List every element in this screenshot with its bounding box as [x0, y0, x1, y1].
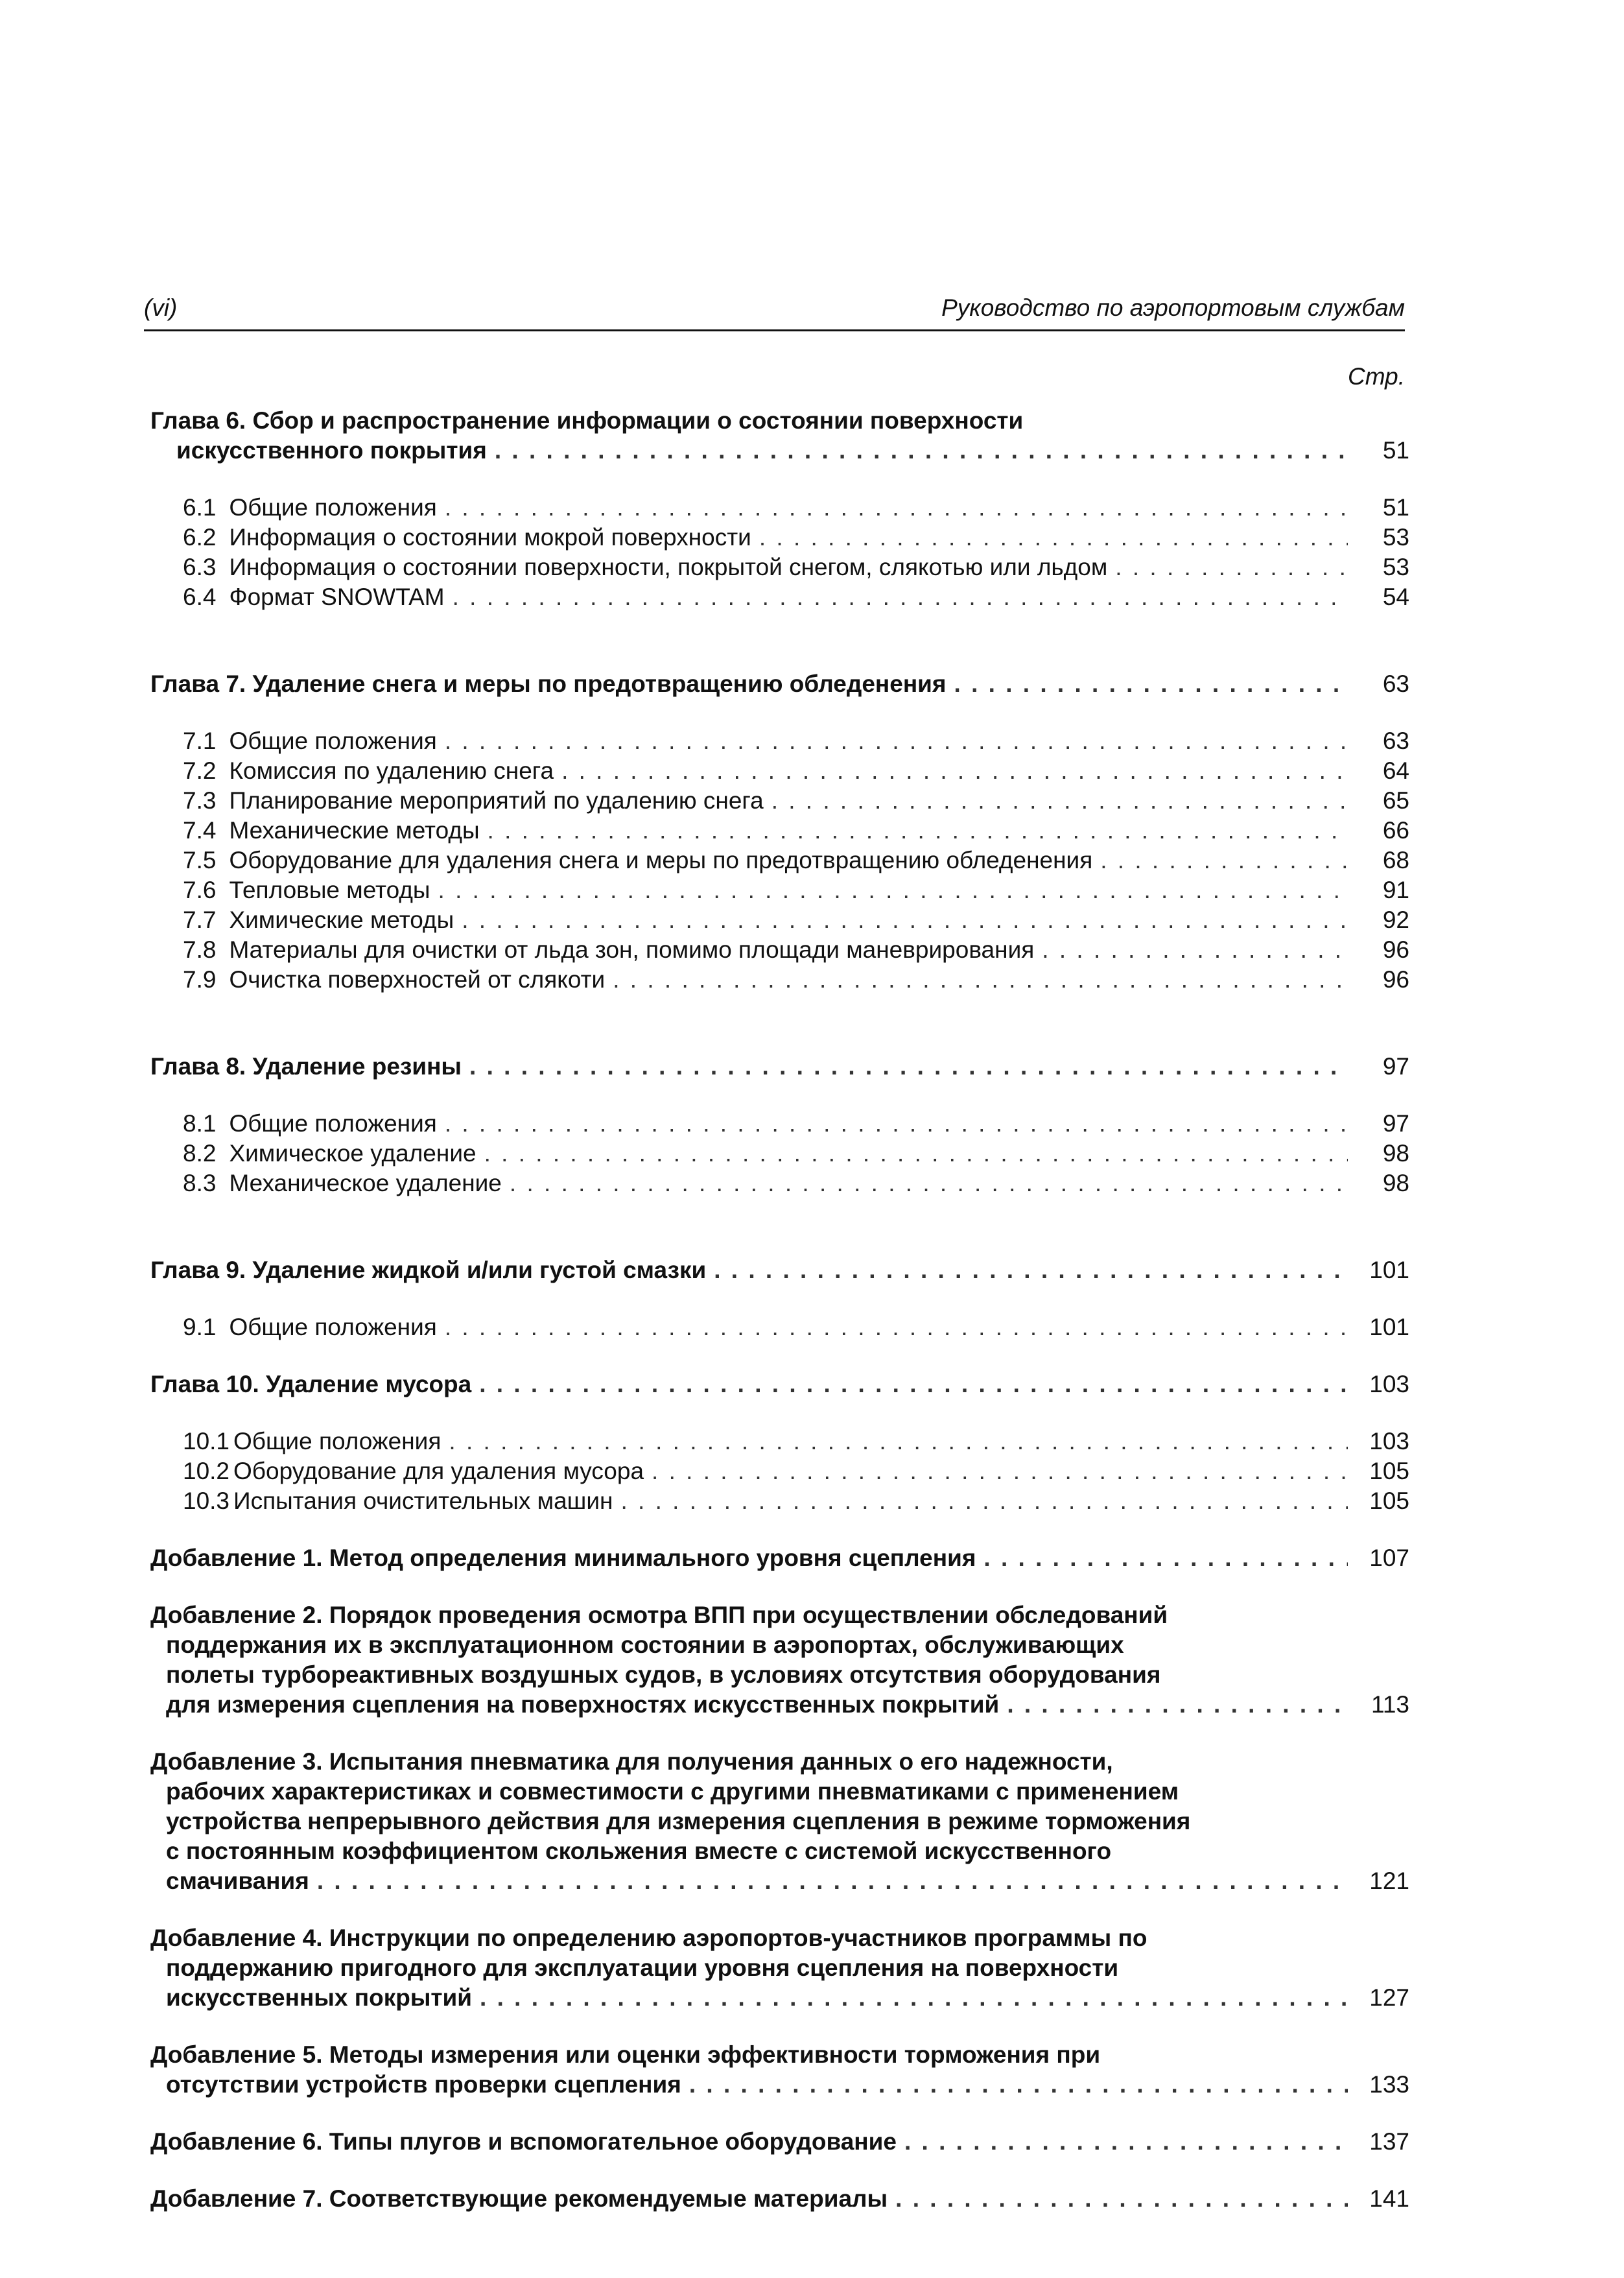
section-title: Очистка поверхностей от слякоти	[229, 966, 606, 993]
appendix-3-page: 121	[1369, 1868, 1409, 1894]
section-number: 8.3	[183, 1170, 217, 1196]
toc-entry[interactable]	[150, 875, 1409, 905]
dot-leader	[317, 1866, 1348, 1896]
appendix-6-title: Добавление 6. Типы плугов и вспомогательное оборудование	[150, 2128, 897, 2155]
section-title: Информация о состоянии мокрой поверхности	[229, 524, 751, 551]
toc-entry[interactable]	[150, 1486, 1409, 1516]
page-number: 54	[1382, 584, 1409, 610]
section-number: 6.3	[183, 554, 217, 580]
appendix-2-title-line: полеты турбореактивных воздушных судов, в условиях отсутствия оборудования	[166, 1661, 1161, 1688]
section-title: Планирование мероприятий по удалению снега	[229, 787, 764, 814]
appendix-3-title-line: устройства непрерывного действия для измерения сцепления в режиме торможения	[166, 1808, 1191, 1834]
toc-entry-chapter-9[interactable]	[150, 1255, 1409, 1285]
appendix-4-page: 127	[1369, 1984, 1409, 2011]
page-number: 96	[1382, 966, 1409, 993]
section-title: Материалы для очистки от льда зон, помимо площади маневрирования	[229, 936, 1035, 963]
section-number: 7.2	[183, 757, 217, 784]
section-title: Химическое удаление	[229, 1140, 477, 1167]
section-number: 7.8	[183, 936, 217, 963]
section-number: 7.9	[183, 966, 217, 993]
page-number: 105	[1369, 1458, 1409, 1484]
appendix-1-title: Добавление 1. Метод определения минимального уровня сцепления	[150, 1545, 976, 1571]
page-number: 97	[1382, 1110, 1409, 1137]
section-number: 10.3	[183, 1488, 230, 1514]
appendix-2-title-line: для измерения сцепления на поверхностях искусственных покрытий	[166, 1691, 1000, 1718]
dot-leader	[469, 1052, 1348, 1082]
dot-leader	[445, 1109, 1348, 1139]
dot-leader	[445, 1312, 1348, 1342]
page-number: 105	[1369, 1488, 1409, 1514]
appendix-4-title-line: поддержанию пригодного для эксплуатации уровня сцепления на поверхности	[166, 1954, 1119, 1981]
chapter-9-page: 101	[1369, 1257, 1409, 1283]
page-number: 103	[1369, 1428, 1409, 1454]
toc-entry-appendix-5[interactable]	[150, 2070, 1409, 2100]
section-title: Испытания очистительных машин	[233, 1488, 613, 1514]
section-number: 7.1	[183, 728, 217, 754]
dot-leader	[714, 1255, 1348, 1285]
toc-entry[interactable]	[150, 582, 1409, 612]
toc-entry-chapter-10[interactable]	[150, 1370, 1409, 1399]
dot-leader	[453, 582, 1348, 612]
dot-leader	[954, 669, 1348, 699]
dot-leader	[1115, 552, 1348, 582]
dot-leader	[484, 1139, 1348, 1169]
header-rule	[144, 329, 1405, 331]
section-number: 6.1	[183, 494, 217, 521]
toc-entry[interactable]	[150, 786, 1409, 816]
appendix-4-title-line: искусственных покрытий	[166, 1984, 473, 2011]
section-title: Общие положения	[229, 728, 437, 754]
section-title: Механические методы	[229, 817, 480, 844]
toc-entry[interactable]	[150, 965, 1409, 995]
page-number: 98	[1382, 1140, 1409, 1167]
appendix-7-title: Добавление 7. Соответствующие рекомендуемые материалы	[150, 2185, 888, 2212]
dot-leader	[510, 1169, 1348, 1198]
dot-leader	[1007, 1690, 1348, 1720]
chapter-8-page: 97	[1382, 1053, 1409, 1080]
toc-entry-chapter-7[interactable]	[150, 669, 1409, 699]
dot-leader	[449, 1427, 1348, 1456]
chapter-7-title: Глава 7. Удаление снега и меры по предотвращению обледенения	[150, 670, 947, 697]
section-number: 10.1	[183, 1428, 230, 1454]
toc-entry[interactable]	[150, 846, 1409, 875]
dot-leader	[759, 523, 1348, 552]
page-number: 92	[1382, 907, 1409, 933]
running-title: Руководство по аэропортовым службам	[941, 294, 1405, 321]
appendix-3-title-line: с постоянным коэффициентом скольжения вместе с системой искусственного	[166, 1838, 1112, 1864]
dot-leader	[620, 1486, 1348, 1516]
toc-entry[interactable]	[150, 726, 1409, 756]
dot-leader	[488, 816, 1348, 846]
section-number: 7.7	[183, 907, 217, 933]
appendix-2-title: Добавление 2. Порядок проведения осмотра ВПП при осуществлении обследований	[150, 1602, 1168, 1628]
toc-entry[interactable]	[150, 1169, 1409, 1198]
section-title: Общие положения	[229, 1314, 437, 1340]
appendix-4-title: Добавление 4. Инструкции по определению аэропортов-участников программы по	[150, 1925, 1147, 1951]
chapter-6-heading	[150, 406, 1409, 436]
dot-leader	[895, 2184, 1348, 2214]
dot-leader	[445, 726, 1348, 756]
page-number: 65	[1382, 787, 1409, 814]
appendix-5-title: Добавление 5. Методы измерения или оценки эффективности торможения при	[150, 2041, 1101, 2068]
toc-entry[interactable]	[150, 1139, 1409, 1169]
chapter-6-title: Глава 6. Сбор и распространение информации о состоянии поверхности	[150, 407, 1024, 434]
toc-entry[interactable]	[150, 1427, 1409, 1456]
appendix-1-page: 107	[1369, 1545, 1409, 1571]
appendix-2-page: 113	[1371, 1691, 1409, 1718]
appendix-3-title-line: смачивания	[166, 1868, 309, 1894]
chapter-6-page: 51	[1382, 437, 1409, 464]
toc-entry[interactable]	[150, 523, 1409, 552]
chapter-10-page: 103	[1369, 1371, 1409, 1397]
page-number: 68	[1382, 847, 1409, 873]
page-number: 66	[1382, 817, 1409, 844]
toc-entry-chapter-6[interactable]	[150, 436, 1409, 466]
section-number: 7.5	[183, 847, 217, 873]
toc-entry[interactable]	[150, 493, 1409, 523]
page-number: 63	[1382, 728, 1409, 754]
section-number: 7.6	[183, 877, 217, 903]
dot-leader	[689, 2070, 1348, 2100]
toc-entry[interactable]	[150, 1109, 1409, 1139]
toc-entry[interactable]	[150, 1456, 1409, 1486]
section-title: Механическое удаление	[229, 1170, 502, 1196]
dot-leader	[445, 493, 1348, 523]
section-title: Химические методы	[229, 907, 454, 933]
page-number: 64	[1382, 757, 1409, 784]
section-title: Общие положения	[229, 1110, 437, 1137]
section-title: Формат SNOWTAM	[229, 584, 445, 610]
page-number: 53	[1382, 554, 1409, 580]
dot-leader	[652, 1456, 1348, 1486]
appendix-2-title-line: поддержания их в эксплуатационном состоянии в аэропортах, обслуживающих	[166, 1631, 1124, 1658]
section-number: 6.4	[183, 584, 217, 610]
dot-leader	[561, 756, 1348, 786]
dot-leader	[462, 905, 1348, 935]
chapter-9-title: Глава 9. Удаление жидкой и/или густой смазки	[150, 1257, 707, 1283]
section-title: Комиссия по удалению снега	[229, 757, 554, 784]
appendix-7-page: 141	[1369, 2185, 1409, 2212]
toc-entry-appendix-6[interactable]	[150, 2127, 1409, 2157]
table-of-contents	[150, 406, 1409, 2214]
toc-entry[interactable]	[150, 905, 1409, 935]
appendix-6-page: 137	[1369, 2128, 1409, 2155]
toc-entry-appendix-3[interactable]	[150, 1866, 1409, 1896]
dot-leader	[613, 965, 1348, 995]
page-number: 96	[1382, 936, 1409, 963]
section-title: Информация о состоянии поверхности, покрытой снегом, слякотью или льдом	[229, 554, 1108, 580]
dot-leader	[480, 1983, 1348, 2013]
page-number: 91	[1382, 877, 1409, 903]
section-number: 8.2	[183, 1140, 217, 1167]
toc-entry-chapter-8[interactable]	[150, 1052, 1409, 1082]
section-number: 7.3	[183, 787, 217, 814]
page-number: 101	[1369, 1314, 1409, 1340]
section-title: Тепловые методы	[229, 877, 430, 903]
toc-entry[interactable]	[150, 756, 1409, 786]
toc-entry-appendix-1[interactable]	[150, 1543, 1409, 1573]
chapter-6-title-cont: искусственного покрытия	[176, 437, 487, 464]
dot-leader	[1100, 846, 1348, 875]
running-header	[144, 291, 1405, 327]
toc-entry-appendix-2[interactable]	[150, 1690, 1409, 1720]
page-number: 53	[1382, 524, 1409, 551]
section-number: 9.1	[183, 1314, 217, 1340]
page-number: 98	[1382, 1170, 1409, 1196]
toc-entry[interactable]	[150, 935, 1409, 965]
chapter-10-title: Глава 10. Удаление мусора	[150, 1371, 472, 1397]
toc-entry[interactable]	[150, 552, 1409, 582]
section-number: 6.2	[183, 524, 217, 551]
toc-entry-appendix-4[interactable]	[150, 1983, 1409, 2013]
section-title: Общие положения	[229, 494, 437, 521]
section-title: Общие положения	[233, 1428, 441, 1454]
dot-leader	[479, 1370, 1348, 1399]
dot-leader	[771, 786, 1348, 816]
section-title: Оборудование для удаления мусора	[233, 1458, 644, 1484]
dot-leader	[904, 2127, 1348, 2157]
appendix-5-title-line: отсутствии устройств проверки сцепления	[166, 2071, 681, 2098]
section-number: 10.2	[183, 1458, 230, 1484]
toc-entry-appendix-7[interactable]	[150, 2184, 1409, 2214]
section-number: 7.4	[183, 817, 217, 844]
chapter-7-page: 63	[1382, 670, 1409, 697]
section-title: Оборудование для удаления снега и меры по предотвращению обледенения	[229, 847, 1093, 873]
dot-leader	[495, 436, 1348, 466]
dot-leader	[438, 875, 1348, 905]
appendix-5-page: 133	[1369, 2071, 1409, 2098]
page-marker: (vi)	[144, 294, 178, 321]
dot-leader	[1042, 935, 1348, 965]
toc-entry[interactable]	[150, 1312, 1409, 1342]
toc-entry[interactable]	[150, 816, 1409, 846]
page-column-label: Стр.	[1348, 363, 1405, 390]
section-number: 8.1	[183, 1110, 217, 1137]
appendix-3-title: Добавление 3. Испытания пневматика для получения данных о его надежности,	[150, 1748, 1113, 1775]
chapter-8-title: Глава 8. Удаление резины	[150, 1053, 462, 1080]
dot-leader	[983, 1543, 1348, 1573]
appendix-3-title-line: рабочих характеристиках и совместимости с другими пневматиками с применением	[166, 1778, 1179, 1805]
page-number: 51	[1382, 494, 1409, 521]
